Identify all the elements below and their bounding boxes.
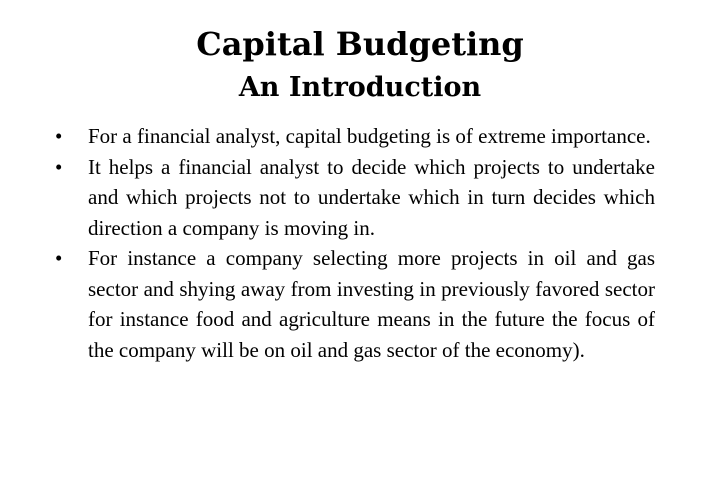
slide-subtitle: An Introduction [238, 72, 482, 103]
bullet-item [55, 243, 655, 365]
bullet-text: It helps a financial analyst to decide which projects to undertake and which projects not to undertake which in turn decides which direction a company is moving in. [88, 154, 655, 240]
bullet-icon: • [55, 246, 63, 270]
bullet-item [55, 121, 655, 152]
bullet-item [55, 152, 655, 244]
slide-title: Capital Budgeting [196, 25, 524, 63]
bullet-text: For instance a company selecting more projects in oil and gas sector and shying away from investing in previously favored sector for instance food and agriculture means in the future the focus of the company will be on oil and gas sector of the economy). [88, 246, 655, 362]
bullet-text: For a financial analyst, capital budgeting is of extreme importance. [88, 124, 651, 148]
bullet-icon: • [55, 124, 63, 148]
bullet-list [55, 121, 655, 365]
bullet-icon: • [55, 154, 63, 179]
